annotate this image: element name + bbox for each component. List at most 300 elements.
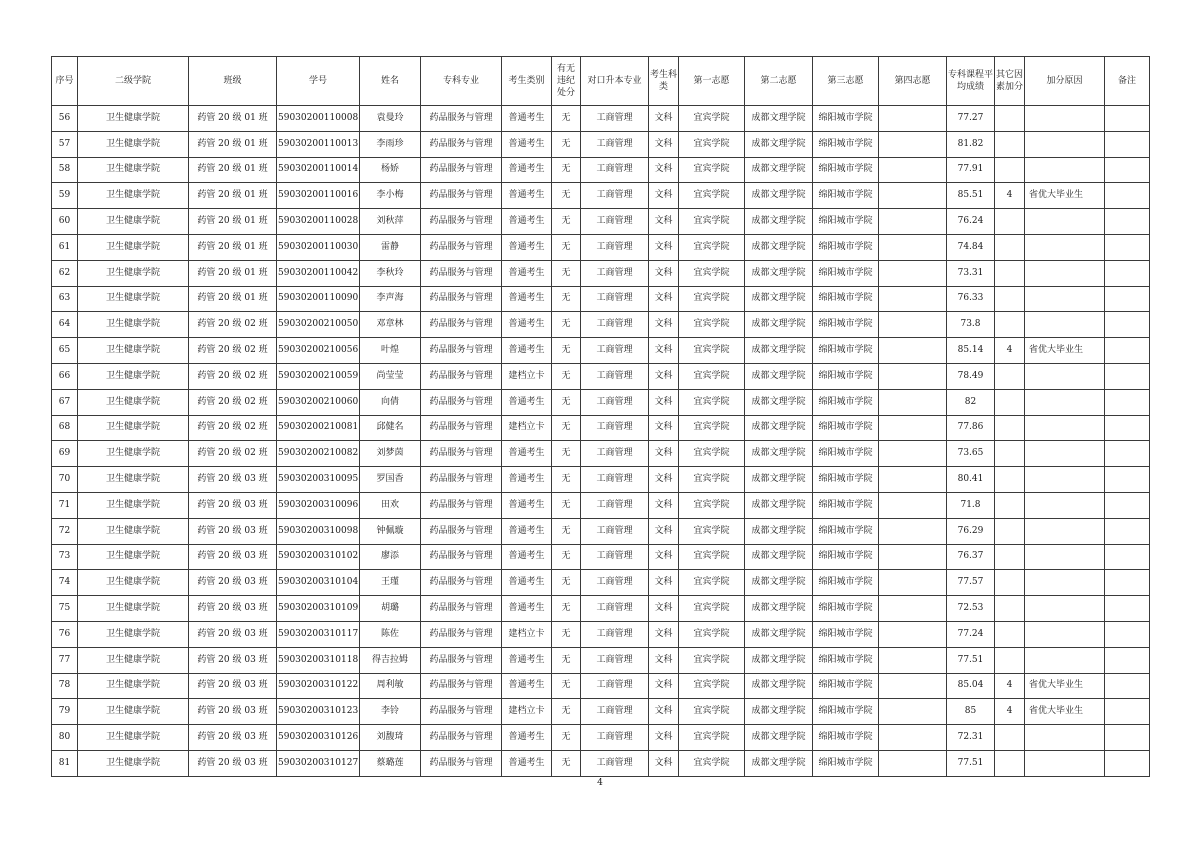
col-header-target-major: 对口升本专业 [581,57,649,106]
cell-seq: 81 [52,750,78,776]
cell-target-major: 工商管理 [581,492,649,518]
cell-remark [1105,570,1150,596]
table-row [52,312,1150,338]
cell-class: 药管 20 级 03 班 [189,699,277,725]
cell-choice-1: 宜宾学院 [679,389,745,415]
cell-discipline: 无 [552,725,581,751]
admission-table-sheet [51,56,1150,777]
cell-target-major: 工商管理 [581,518,649,544]
cell-choice-1: 宜宾学院 [679,260,745,286]
cell-choice-3: 绵阳城市学院 [813,596,879,622]
cell-target-major: 工商管理 [581,363,649,389]
cell-remark [1105,750,1150,776]
cell-class: 药管 20 级 02 班 [189,389,277,415]
cell-target-major: 工商管理 [581,441,649,467]
cell-choice-1: 宜宾学院 [679,234,745,260]
cell-choice-2: 成都文理学院 [745,647,813,673]
cell-remark [1105,106,1150,132]
cell-target-major: 工商管理 [581,415,649,441]
cell-choice-4 [879,441,947,467]
cell-choice-3: 绵阳城市学院 [813,750,879,776]
cell-major: 药品服务与管理 [421,544,502,570]
cell-name: 向倩 [360,389,421,415]
cell-student-id: 59030200310122 [277,673,360,699]
cell-avg-score: 73.31 [947,260,995,286]
cell-remark [1105,518,1150,544]
cell-bonus-reason [1025,544,1105,570]
cell-choice-4 [879,492,947,518]
cell-college: 卫生健康学院 [78,596,189,622]
cell-bonus [995,544,1025,570]
cell-bonus-reason [1025,621,1105,647]
cell-class: 药管 20 级 02 班 [189,415,277,441]
cell-major: 药品服务与管理 [421,131,502,157]
cell-bonus-reason [1025,492,1105,518]
cell-choice-1: 宜宾学院 [679,286,745,312]
cell-exam-type: 普通考生 [502,570,552,596]
cell-choice-2: 成都文理学院 [745,544,813,570]
cell-remark [1105,260,1150,286]
table-row [52,596,1150,622]
cell-remark [1105,596,1150,622]
cell-bonus: 4 [995,338,1025,364]
cell-choice-3: 绵阳城市学院 [813,209,879,235]
cell-avg-score: 72.31 [947,725,995,751]
cell-choice-1: 宜宾学院 [679,415,745,441]
cell-target-major: 工商管理 [581,312,649,338]
cell-choice-4 [879,157,947,183]
cell-bonus-reason: 省优大毕业生 [1025,338,1105,364]
cell-name: 李雨珍 [360,131,421,157]
table-body [52,106,1150,777]
cell-exam-type: 普通考生 [502,157,552,183]
cell-student-id: 59030200110008 [277,106,360,132]
cell-choice-3: 绵阳城市学院 [813,441,879,467]
cell-choice-1: 宜宾学院 [679,312,745,338]
cell-subject: 文科 [649,389,679,415]
cell-bonus [995,647,1025,673]
cell-bonus [995,209,1025,235]
cell-discipline: 无 [552,260,581,286]
cell-bonus-reason [1025,647,1105,673]
table-row [52,647,1150,673]
cell-avg-score: 77.57 [947,570,995,596]
cell-avg-score: 77.27 [947,106,995,132]
cell-choice-4 [879,389,947,415]
table-row [52,131,1150,157]
cell-discipline: 无 [552,570,581,596]
cell-seq: 74 [52,570,78,596]
cell-choice-4 [879,286,947,312]
cell-seq: 68 [52,415,78,441]
cell-choice-3: 绵阳城市学院 [813,673,879,699]
cell-college: 卫生健康学院 [78,544,189,570]
cell-name: 李秋玲 [360,260,421,286]
cell-seq: 58 [52,157,78,183]
cell-choice-4 [879,596,947,622]
cell-choice-1: 宜宾学院 [679,492,745,518]
cell-choice-2: 成都文理学院 [745,725,813,751]
cell-seq: 60 [52,209,78,235]
table-row [52,183,1150,209]
table-row [52,157,1150,183]
cell-major: 药品服务与管理 [421,157,502,183]
cell-seq: 69 [52,441,78,467]
table-row [52,725,1150,751]
table-header-row [52,57,1150,106]
cell-avg-score: 76.33 [947,286,995,312]
cell-discipline: 无 [552,647,581,673]
cell-discipline: 无 [552,441,581,467]
cell-avg-score: 85 [947,699,995,725]
cell-subject: 文科 [649,363,679,389]
cell-choice-3: 绵阳城市学院 [813,699,879,725]
cell-choice-2: 成都文理学院 [745,673,813,699]
cell-choice-1: 宜宾学院 [679,596,745,622]
cell-discipline: 无 [552,596,581,622]
cell-remark [1105,621,1150,647]
cell-name: 廖添 [360,544,421,570]
cell-bonus [995,621,1025,647]
cell-choice-3: 绵阳城市学院 [813,183,879,209]
col-header-choice-3: 第三志愿 [813,57,879,106]
cell-class: 药管 20 级 03 班 [189,518,277,544]
cell-avg-score: 81.82 [947,131,995,157]
cell-exam-type: 普通考生 [502,492,552,518]
cell-exam-type: 普通考生 [502,596,552,622]
cell-seq: 62 [52,260,78,286]
cell-avg-score: 82 [947,389,995,415]
cell-name: 王瑾 [360,570,421,596]
cell-bonus-reason [1025,209,1105,235]
cell-choice-4 [879,106,947,132]
table-row [52,389,1150,415]
cell-choice-2: 成都文理学院 [745,209,813,235]
cell-student-id: 59030200310126 [277,725,360,751]
cell-name: 钟佩璇 [360,518,421,544]
cell-college: 卫生健康学院 [78,131,189,157]
cell-class: 药管 20 级 03 班 [189,621,277,647]
cell-class: 药管 20 级 03 班 [189,570,277,596]
cell-seq: 67 [52,389,78,415]
cell-seq: 72 [52,518,78,544]
cell-major: 药品服务与管理 [421,415,502,441]
cell-exam-type: 普通考生 [502,260,552,286]
cell-exam-type: 普通考生 [502,234,552,260]
col-header-student-id: 学号 [277,57,360,106]
cell-choice-3: 绵阳城市学院 [813,621,879,647]
cell-college: 卫生健康学院 [78,492,189,518]
cell-discipline: 无 [552,157,581,183]
cell-major: 药品服务与管理 [421,286,502,312]
cell-avg-score: 72.53 [947,596,995,622]
cell-bonus-reason [1025,260,1105,286]
cell-choice-4 [879,415,947,441]
cell-target-major: 工商管理 [581,544,649,570]
cell-class: 药管 20 级 01 班 [189,260,277,286]
cell-major: 药品服务与管理 [421,492,502,518]
cell-choice-2: 成都文理学院 [745,131,813,157]
cell-student-id: 59030200110013 [277,131,360,157]
cell-subject: 文科 [649,647,679,673]
cell-avg-score: 74.84 [947,234,995,260]
cell-student-id: 59030200210059 [277,363,360,389]
cell-choice-1: 宜宾学院 [679,673,745,699]
cell-choice-2: 成都文理学院 [745,621,813,647]
cell-avg-score: 73.65 [947,441,995,467]
cell-name: 尚莹莹 [360,363,421,389]
cell-class: 药管 20 级 02 班 [189,312,277,338]
cell-name: 罗国香 [360,467,421,493]
cell-discipline: 无 [552,673,581,699]
table-row [52,467,1150,493]
cell-student-id: 59030200310109 [277,596,360,622]
cell-target-major: 工商管理 [581,106,649,132]
cell-avg-score: 85.04 [947,673,995,699]
cell-exam-type: 普通考生 [502,389,552,415]
cell-exam-type: 普通考生 [502,544,552,570]
cell-choice-4 [879,260,947,286]
cell-discipline: 无 [552,209,581,235]
col-header-bonus: 其它因素加分 [995,57,1025,106]
cell-choice-1: 宜宾学院 [679,183,745,209]
cell-seq: 73 [52,544,78,570]
cell-choice-1: 宜宾学院 [679,106,745,132]
table-row [52,286,1150,312]
cell-exam-type: 普通考生 [502,209,552,235]
cell-target-major: 工商管理 [581,647,649,673]
cell-subject: 文科 [649,570,679,596]
cell-choice-4 [879,647,947,673]
cell-discipline: 无 [552,363,581,389]
cell-target-major: 工商管理 [581,467,649,493]
cell-college: 卫生健康学院 [78,338,189,364]
cell-choice-1: 宜宾学院 [679,699,745,725]
cell-discipline: 无 [552,544,581,570]
cell-choice-4 [879,234,947,260]
cell-choice-3: 绵阳城市学院 [813,131,879,157]
cell-avg-score: 77.86 [947,415,995,441]
cell-bonus-reason [1025,570,1105,596]
cell-choice-1: 宜宾学院 [679,441,745,467]
cell-choice-2: 成都文理学院 [745,106,813,132]
cell-seq: 56 [52,106,78,132]
cell-seq: 57 [52,131,78,157]
cell-seq: 77 [52,647,78,673]
cell-target-major: 工商管理 [581,750,649,776]
cell-exam-type: 建档立卡 [502,621,552,647]
cell-choice-2: 成都文理学院 [745,441,813,467]
cell-major: 药品服务与管理 [421,570,502,596]
cell-name: 邱健名 [360,415,421,441]
cell-exam-type: 普通考生 [502,312,552,338]
cell-subject: 文科 [649,260,679,286]
cell-bonus [995,570,1025,596]
cell-choice-4 [879,750,947,776]
cell-seq: 76 [52,621,78,647]
cell-discipline: 无 [552,183,581,209]
cell-bonus [995,441,1025,467]
cell-avg-score: 85.14 [947,338,995,364]
cell-target-major: 工商管理 [581,338,649,364]
col-header-bonus-reason: 加分原因 [1025,57,1105,106]
cell-choice-1: 宜宾学院 [679,157,745,183]
cell-name: 田欢 [360,492,421,518]
col-header-college: 二级学院 [78,57,189,106]
table-row [52,518,1150,544]
cell-class: 药管 20 级 01 班 [189,106,277,132]
table-row [52,338,1150,364]
cell-avg-score: 77.51 [947,647,995,673]
cell-avg-score: 78.49 [947,363,995,389]
cell-bonus-reason [1025,106,1105,132]
cell-avg-score: 77.24 [947,621,995,647]
cell-college: 卫生健康学院 [78,441,189,467]
cell-seq: 65 [52,338,78,364]
cell-bonus [995,260,1025,286]
cell-choice-4 [879,312,947,338]
cell-choice-2: 成都文理学院 [745,570,813,596]
cell-bonus [995,596,1025,622]
cell-student-id: 59030200110090 [277,286,360,312]
cell-discipline: 无 [552,492,581,518]
cell-choice-1: 宜宾学院 [679,750,745,776]
cell-exam-type: 普通考生 [502,673,552,699]
cell-name: 李声海 [360,286,421,312]
cell-bonus [995,750,1025,776]
cell-college: 卫生健康学院 [78,621,189,647]
cell-subject: 文科 [649,209,679,235]
page-number: 4 [597,778,603,788]
cell-exam-type: 普通考生 [502,286,552,312]
cell-remark [1105,544,1150,570]
cell-choice-3: 绵阳城市学院 [813,157,879,183]
cell-name: 李小梅 [360,183,421,209]
cell-choice-3: 绵阳城市学院 [813,389,879,415]
cell-discipline: 无 [552,699,581,725]
cell-choice-2: 成都文理学院 [745,492,813,518]
cell-choice-2: 成都文理学院 [745,363,813,389]
cell-discipline: 无 [552,750,581,776]
cell-choice-1: 宜宾学院 [679,338,745,364]
cell-major: 药品服务与管理 [421,183,502,209]
cell-bonus-reason [1025,750,1105,776]
cell-major: 药品服务与管理 [421,363,502,389]
cell-college: 卫生健康学院 [78,647,189,673]
table-row [52,363,1150,389]
table-row [52,621,1150,647]
cell-seq: 66 [52,363,78,389]
cell-exam-type: 普通考生 [502,106,552,132]
col-header-name: 姓名 [360,57,421,106]
cell-discipline: 无 [552,389,581,415]
cell-major: 药品服务与管理 [421,209,502,235]
cell-choice-3: 绵阳城市学院 [813,544,879,570]
table-row [52,415,1150,441]
col-header-discipline: 有无违纪处分 [552,57,581,106]
cell-bonus [995,467,1025,493]
cell-student-id: 59030200310123 [277,699,360,725]
cell-subject: 文科 [649,441,679,467]
cell-choice-3: 绵阳城市学院 [813,570,879,596]
cell-seq: 64 [52,312,78,338]
cell-college: 卫生健康学院 [78,312,189,338]
cell-target-major: 工商管理 [581,725,649,751]
cell-target-major: 工商管理 [581,157,649,183]
cell-college: 卫生健康学院 [78,286,189,312]
cell-major: 药品服务与管理 [421,673,502,699]
cell-remark [1105,183,1150,209]
cell-target-major: 工商管理 [581,209,649,235]
cell-class: 药管 20 级 03 班 [189,750,277,776]
cell-exam-type: 普通考生 [502,750,552,776]
cell-remark [1105,363,1150,389]
cell-choice-1: 宜宾学院 [679,363,745,389]
cell-bonus-reason [1025,596,1105,622]
cell-choice-4 [879,183,947,209]
cell-major: 药品服务与管理 [421,621,502,647]
cell-bonus-reason [1025,725,1105,751]
cell-choice-2: 成都文理学院 [745,467,813,493]
table-row [52,750,1150,776]
cell-bonus: 4 [995,673,1025,699]
cell-discipline: 无 [552,415,581,441]
cell-student-id: 59030200110016 [277,183,360,209]
cell-student-id: 59030200310104 [277,570,360,596]
cell-subject: 文科 [649,415,679,441]
cell-subject: 文科 [649,518,679,544]
cell-bonus [995,106,1025,132]
cell-student-id: 59030200210056 [277,338,360,364]
cell-choice-1: 宜宾学院 [679,621,745,647]
cell-remark [1105,209,1150,235]
cell-remark [1105,492,1150,518]
cell-name: 邓章林 [360,312,421,338]
cell-bonus-reason [1025,286,1105,312]
col-header-seq: 序号 [52,57,78,106]
cell-target-major: 工商管理 [581,234,649,260]
cell-remark [1105,312,1150,338]
cell-remark [1105,725,1150,751]
cell-college: 卫生健康学院 [78,157,189,183]
cell-choice-3: 绵阳城市学院 [813,338,879,364]
cell-college: 卫生健康学院 [78,260,189,286]
cell-name: 刘梦茵 [360,441,421,467]
cell-college: 卫生健康学院 [78,389,189,415]
cell-major: 药品服务与管理 [421,312,502,338]
cell-student-id: 59030200310127 [277,750,360,776]
cell-name: 李铃 [360,699,421,725]
cell-subject: 文科 [649,544,679,570]
cell-bonus [995,131,1025,157]
cell-class: 药管 20 级 01 班 [189,183,277,209]
cell-class: 药管 20 级 02 班 [189,338,277,364]
cell-remark [1105,441,1150,467]
cell-major: 药品服务与管理 [421,338,502,364]
cell-class: 药管 20 级 03 班 [189,673,277,699]
table-row [52,260,1150,286]
cell-exam-type: 普通考生 [502,183,552,209]
cell-name: 胡璐 [360,596,421,622]
cell-choice-2: 成都文理学院 [745,415,813,441]
cell-class: 药管 20 级 03 班 [189,467,277,493]
cell-bonus-reason [1025,415,1105,441]
cell-name: 袁曼玲 [360,106,421,132]
cell-target-major: 工商管理 [581,260,649,286]
cell-choice-3: 绵阳城市学院 [813,363,879,389]
cell-choice-4 [879,338,947,364]
col-header-major: 专科专业 [421,57,502,106]
